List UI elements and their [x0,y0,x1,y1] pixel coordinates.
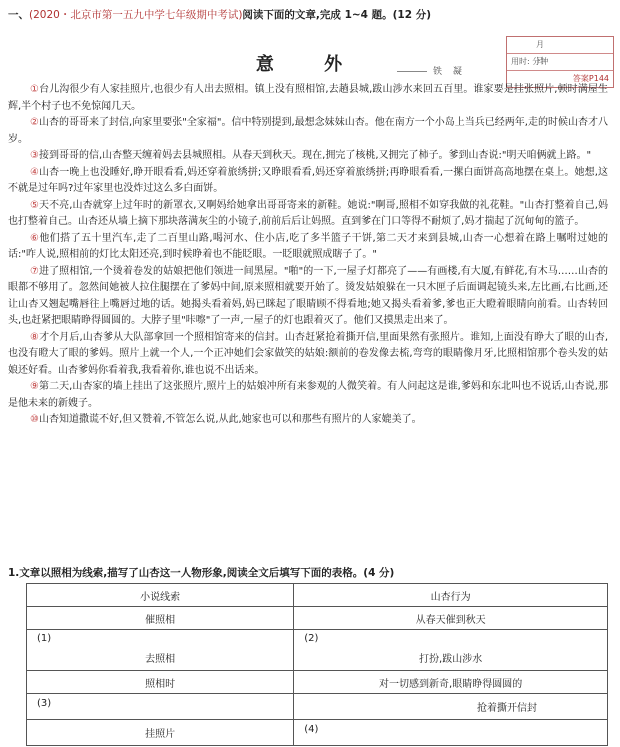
paragraph-number: ⑥ [30,232,40,244]
paragraph-2 [8,115,608,148]
clue-cell: 催照相 [27,607,294,630]
paragraph-9 [8,379,608,412]
exercise-header [8,8,608,22]
paragraph-4 [8,165,608,198]
behavior-cell [294,694,608,720]
blank-label: (3) [37,698,52,709]
paragraph-7 [8,264,608,330]
table-row [27,607,608,630]
clue-cell: 挂照片 [27,720,294,746]
header-clue: 小说线索 [27,584,294,607]
paragraph-text: 台儿沟很少有人家挂照片,也很少有人出去照相。镇上没有照相馆,去趟县城,跋山涉水来回五百里。谁家要是挂张照片,顿时满屋生辉,半个村子也不免惊闻几天。 [8,84,608,112]
paragraph-number: ② [30,117,39,128]
clue-cell[interactable] [27,630,294,671]
section-prefix: 一、 [8,9,29,21]
paragraph-1 [8,82,608,115]
paragraph-8 [8,330,608,380]
paragraph-number: ③ [30,150,39,161]
paragraph-10 [8,412,608,429]
answer-table [26,583,608,746]
header-behavior: 山杏行为 [294,584,608,607]
answer-reference: 答案P144 [572,74,609,83]
table-header-row [27,584,608,607]
paragraph-6 [8,231,608,264]
behavior-answer: 打扮,跋山涉水 [419,654,483,665]
clue-answer: 去照相 [145,654,176,665]
article-body [8,82,608,429]
paragraph-text: 第二天,山杏家的墙上挂出了这张照片,照片上的姑娘冲所有来参观的人微笑着。有人问起这是谁,爹妈和东北叫也不说话,山杏说,那是他未来的新嫂子。 [8,381,608,409]
instruction-text: 阅读下面的文章,完成 1~4 题。(12 分) [242,9,431,21]
table-row [27,720,608,746]
paragraph-3 [8,148,608,165]
author-dash [397,71,427,72]
paragraph-text: 进了照相馆,一个烫着卷发的姑娘把他们领进一间黑屋。"啪"的一下,一屋子灯都亮了——有画楼,有大厦,有鲜花,有木马……山杏的眼都不够用了。忽然间她被人拉住腿摆在了爹妈中间,原来照相就要开始了。烫发姑娘躲在一只木匣子后面调起镜头来,左比画,右比画,还让山杏又翘起嘴唇往上嘴唇过地的话。她揭头看着妈,妈已眯起了眼睛顾不得看地;她又揭头看着爹,爹也正大瞪着眼睛向前看。山杏转回头,也赶紧把眼睛睁得圆圆的。大脖子里"咔嚓"了一声,一屋子的灯也跟着灭了。他们又摸黑走出来了。 [8,265,609,326]
paragraph-number: ⑦ [30,265,40,277]
time-field: 用时: 分钟 [507,54,613,71]
article-author-line [397,64,466,77]
article-author: 铁 凝 [433,67,466,77]
behavior-cell[interactable] [294,630,608,671]
paragraph-text: 天不亮,山杏就穿上过年时的新罩衣,又啊妈给她拿出哥哥寄来的新鞋。她说:"啊哥,照相不如穿我做的礼花鞋。"山杏打整着自己,妈也打整着自己。山杏还从墙上摘下那块落满灰尘的小镜子,前前后后让妈照。直到爹在门口等得不耐烦了,妈才揣起了沉甸甸的篮子。 [8,199,608,227]
paragraph-number: ① [30,84,40,95]
blank-label: (2) [304,633,319,644]
blank-label: (1) [37,633,52,644]
paragraph-number: ④ [30,166,40,178]
behavior-answer: 抢着撕开信封 [477,703,537,714]
paragraph-text: 他们搭了五十里汽车,走了二百里山路,喝河水、住小店,吃了多半篮子干饼,第二天才来到县城,山杏一心想着在路上嘱咐过她的话:"咋人说,照相前的灯比太阳还亮,到时候睁着也不能眨眼。一眨眼就照成瞎子了。" [8,232,608,260]
table-row [27,630,608,671]
clue-cell[interactable] [27,694,294,720]
table-row [27,694,608,720]
paragraph-text: 接到哥哥的信,山杏整天缠着妈去县城照相。从春天到秋天。现在,拥完了核桃,又拥完了柿子。爹到山杏说:"明天咱俩就上路。" [38,150,592,161]
paragraph-number: ⑤ [30,199,40,211]
exam-source: (2020・北京市第一五九中学七年级期中考试) [29,9,243,21]
paragraph-text: 山杏的哥哥来了封信,向家里要张"全家福"。信中特别提到,最想念妹妹山杏。他在南方一个小岛上当兵已经两年,走的时候山杏才八岁。 [8,117,608,145]
behavior-cell: 从春天催到秋天 [294,607,608,630]
question-1 [8,565,608,580]
article-title: 意 外 [255,54,365,75]
paragraph-number: ⑩ [30,414,39,425]
question-number: 1. [8,567,20,579]
behavior-cell[interactable] [294,720,608,746]
paragraph-number: ⑨ [30,381,40,392]
date-field: 月 日 [507,37,613,54]
paragraph-5 [8,198,608,231]
clue-cell: 照相时 [27,671,294,694]
question-text: 文章以照相为线索,描写了山杏这一人物形象,阅读全文后填写下面的表格。(4 分) [19,567,395,579]
paragraph-text: 山杏一晚上也没睡好,睁开眼看看,妈还穿着旅绣拼;又睁眼看看,妈还穿着旅绣拼;再睁眼看看,一摞白面饼高高地摆在桌上。她想,这不就是过年吗?过年家里也没炸过这么多白面饼。 [8,166,608,194]
behavior-cell: 对一切感到新奇,眼睛睁得圆圆的 [294,671,608,694]
paragraph-text: 才个月后,山杏爹从大队部拿回一个照相馆寄来的信封。山杏赶紧抢着撕开信,里面果然有张照片。谁知,上面没有睁大了眼的山杏,也没有瞪大了眼的爹妈。照片上就一个人,一个正冲她们会家做笑的姑娘:额前的卷发像去梳,弯弯的眼睛像月牙,比照相馆那个卷头发的姑娘还好看。山杏爹妈你看着我,我看着你,谁也说不出话来。 [8,331,608,376]
paragraph-number: ⑧ [30,331,40,343]
score-box [506,36,614,88]
paragraph-text: 山杏知道撒谎不好,但又赞着,不管怎么说,从此,她家也可以和那些有照片的人家媲美了。 [38,414,422,425]
blank-label: (4) [304,724,319,735]
table-row [27,671,608,694]
